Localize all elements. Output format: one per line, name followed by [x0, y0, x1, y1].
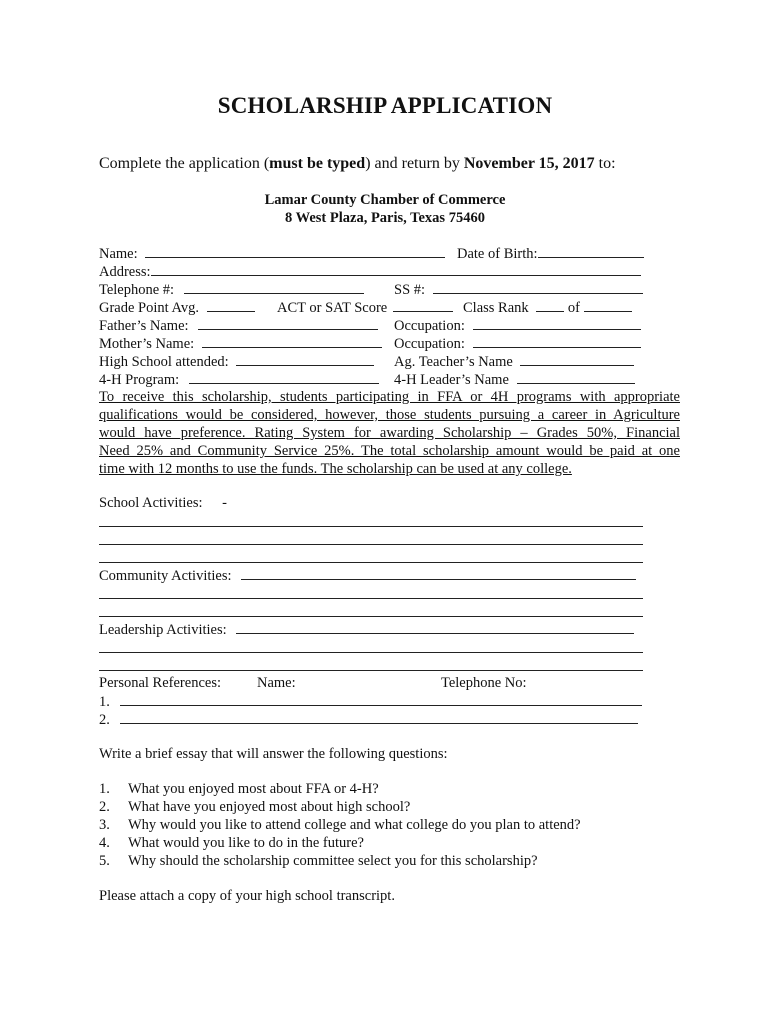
- page-title: SCHOLARSHIP APPLICATION: [217, 93, 553, 118]
- essay-question: [99, 834, 364, 852]
- gpa-row: [99, 298, 255, 317]
- act-field[interactable]: [393, 298, 453, 312]
- dob-field[interactable]: [538, 244, 644, 258]
- address-label: Address:: [99, 264, 151, 280]
- ag-teacher-row: [394, 352, 634, 371]
- intro-instructions: [99, 155, 616, 173]
- father-label: Father’s Name:: [99, 318, 189, 334]
- reference-1-field[interactable]: [120, 692, 642, 706]
- intro-suffix: to:: [594, 155, 616, 172]
- essay-question: [99, 816, 581, 834]
- father-occupation-label: Occupation:: [394, 318, 465, 334]
- act-row: [277, 298, 453, 317]
- fourh-leader-label: 4-H Leader’s Name: [394, 372, 509, 388]
- address-line-2: 8 West Plaza, Paris, Texas 75460: [285, 210, 485, 226]
- intro-middle: ) and return by: [365, 155, 464, 172]
- of-label: of: [567, 300, 580, 316]
- school-activities-label: School Activities:: [99, 495, 203, 511]
- reference-row-1: [99, 692, 642, 711]
- high-school-label: High School attended:: [99, 354, 229, 370]
- gpa-label: Grade Point Avg.: [99, 300, 200, 316]
- ag-teacher-label: Ag. Teacher’s Name: [394, 354, 513, 370]
- school-activities-row: [99, 494, 227, 512]
- question-text: What would you like to do in the future?: [128, 835, 364, 851]
- community-activities-line[interactable]: [99, 616, 643, 617]
- school-activities-line[interactable]: [99, 544, 643, 545]
- class-rank-row: [463, 298, 632, 317]
- father-field[interactable]: [198, 316, 378, 330]
- question-text: What have you enjoyed most about high school?: [128, 799, 411, 815]
- leadership-activities-field[interactable]: [236, 620, 634, 634]
- fourh-program-row: [99, 370, 379, 389]
- reference-number: 1.: [99, 694, 110, 710]
- info-line: would have preference. Rating System for awarding Scholarship – Grades 50%, Financial: [99, 425, 680, 441]
- dob-label: Date of Birth:: [457, 246, 538, 262]
- high-school-field[interactable]: [236, 352, 374, 366]
- reference-row-2: [99, 710, 638, 729]
- telephone-field[interactable]: [184, 280, 364, 294]
- info-line: qualifications would be considered, however, those students pursuing a career in Agriculture: [99, 407, 680, 423]
- community-activities-line[interactable]: [99, 598, 643, 599]
- question-text: What you enjoyed most about FFA or 4-H?: [128, 781, 379, 797]
- school-activities-dash: -: [222, 495, 227, 511]
- references-label: Personal References:: [99, 675, 221, 691]
- name-row: [99, 244, 445, 263]
- name-label: Name:: [99, 246, 138, 262]
- father-occupation-row: [394, 316, 641, 335]
- community-activities-row: [99, 566, 636, 585]
- leadership-activities-row: [99, 620, 634, 639]
- dob-row: [457, 244, 644, 263]
- school-activities-line[interactable]: [99, 526, 643, 527]
- references-name-header: Name:: [257, 675, 296, 691]
- scholarship-info-paragraph: [99, 388, 680, 478]
- leadership-activities-line[interactable]: [99, 670, 643, 671]
- leadership-activities-label: Leadership Activities:: [99, 622, 227, 638]
- question-text: Why would you like to attend college and what college do you plan to attend?: [128, 817, 581, 833]
- question-number: 1.: [99, 781, 110, 797]
- question-number: 4.: [99, 835, 110, 851]
- info-line: time with 12 months to use the funds. The scholarship can be used at any college.: [99, 461, 572, 477]
- community-activities-label: Community Activities:: [99, 568, 232, 584]
- intro-prefix: Complete the application (: [99, 155, 270, 172]
- question-number: 3.: [99, 817, 110, 833]
- question-number: 2.: [99, 799, 110, 815]
- fourh-program-label: 4-H Program:: [99, 372, 180, 388]
- fourh-program-field[interactable]: [189, 370, 379, 384]
- intro-deadline: November 15, 2017: [463, 155, 595, 172]
- essay-intro: Write a brief essay that will answer the following questions:: [99, 746, 448, 762]
- transcript-note: Please attach a copy of your high school transcript.: [99, 888, 395, 904]
- father-occupation-field[interactable]: [473, 316, 641, 330]
- class-rank-label: Class Rank: [463, 300, 529, 316]
- address-field[interactable]: [151, 262, 641, 276]
- mother-occupation-row: [394, 334, 641, 353]
- mother-occupation-field[interactable]: [473, 334, 641, 348]
- school-activities-line[interactable]: [99, 562, 643, 563]
- class-size-field[interactable]: [584, 298, 632, 312]
- fourh-leader-field[interactable]: [517, 370, 635, 384]
- address-line-1: Lamar County Chamber of Commerce: [264, 192, 506, 208]
- fourh-leader-row: [394, 370, 635, 389]
- high-school-row: [99, 352, 374, 371]
- reference-number: 2.: [99, 712, 110, 728]
- question-number: 5.: [99, 853, 110, 869]
- info-line: Need 25% and Community Service 25%. The total scholarship amount would be paid at one: [99, 443, 680, 459]
- class-rank-field[interactable]: [536, 298, 564, 312]
- mother-row: [99, 334, 382, 353]
- intro-must-be-typed: must be typed: [269, 155, 366, 172]
- essay-question: [99, 852, 538, 870]
- telephone-row: [99, 280, 364, 299]
- mother-occupation-label: Occupation:: [394, 336, 465, 352]
- question-text: Why should the scholarship committee select you for this scholarship?: [128, 853, 538, 869]
- mother-field[interactable]: [202, 334, 382, 348]
- references-telephone-header: Telephone No:: [441, 675, 527, 691]
- reference-2-field[interactable]: [120, 710, 638, 724]
- act-label: ACT or SAT Score: [277, 300, 388, 316]
- ss-row: [394, 280, 643, 299]
- mother-label: Mother’s Name:: [99, 336, 195, 352]
- address-row: [99, 262, 641, 281]
- ss-field[interactable]: [433, 280, 643, 294]
- father-row: [99, 316, 378, 335]
- gpa-field[interactable]: [207, 298, 255, 312]
- leadership-activities-line[interactable]: [99, 652, 643, 653]
- info-line: To receive this scholarship, students participating in FFA or 4H programs with appropriate: [99, 389, 680, 405]
- essay-question: [99, 798, 410, 816]
- essay-question: [99, 780, 379, 798]
- ag-teacher-field[interactable]: [520, 352, 634, 366]
- name-field[interactable]: [145, 244, 445, 258]
- telephone-label: Telephone #:: [99, 282, 175, 298]
- ss-label: SS #:: [394, 282, 426, 298]
- community-activities-field[interactable]: [241, 566, 636, 580]
